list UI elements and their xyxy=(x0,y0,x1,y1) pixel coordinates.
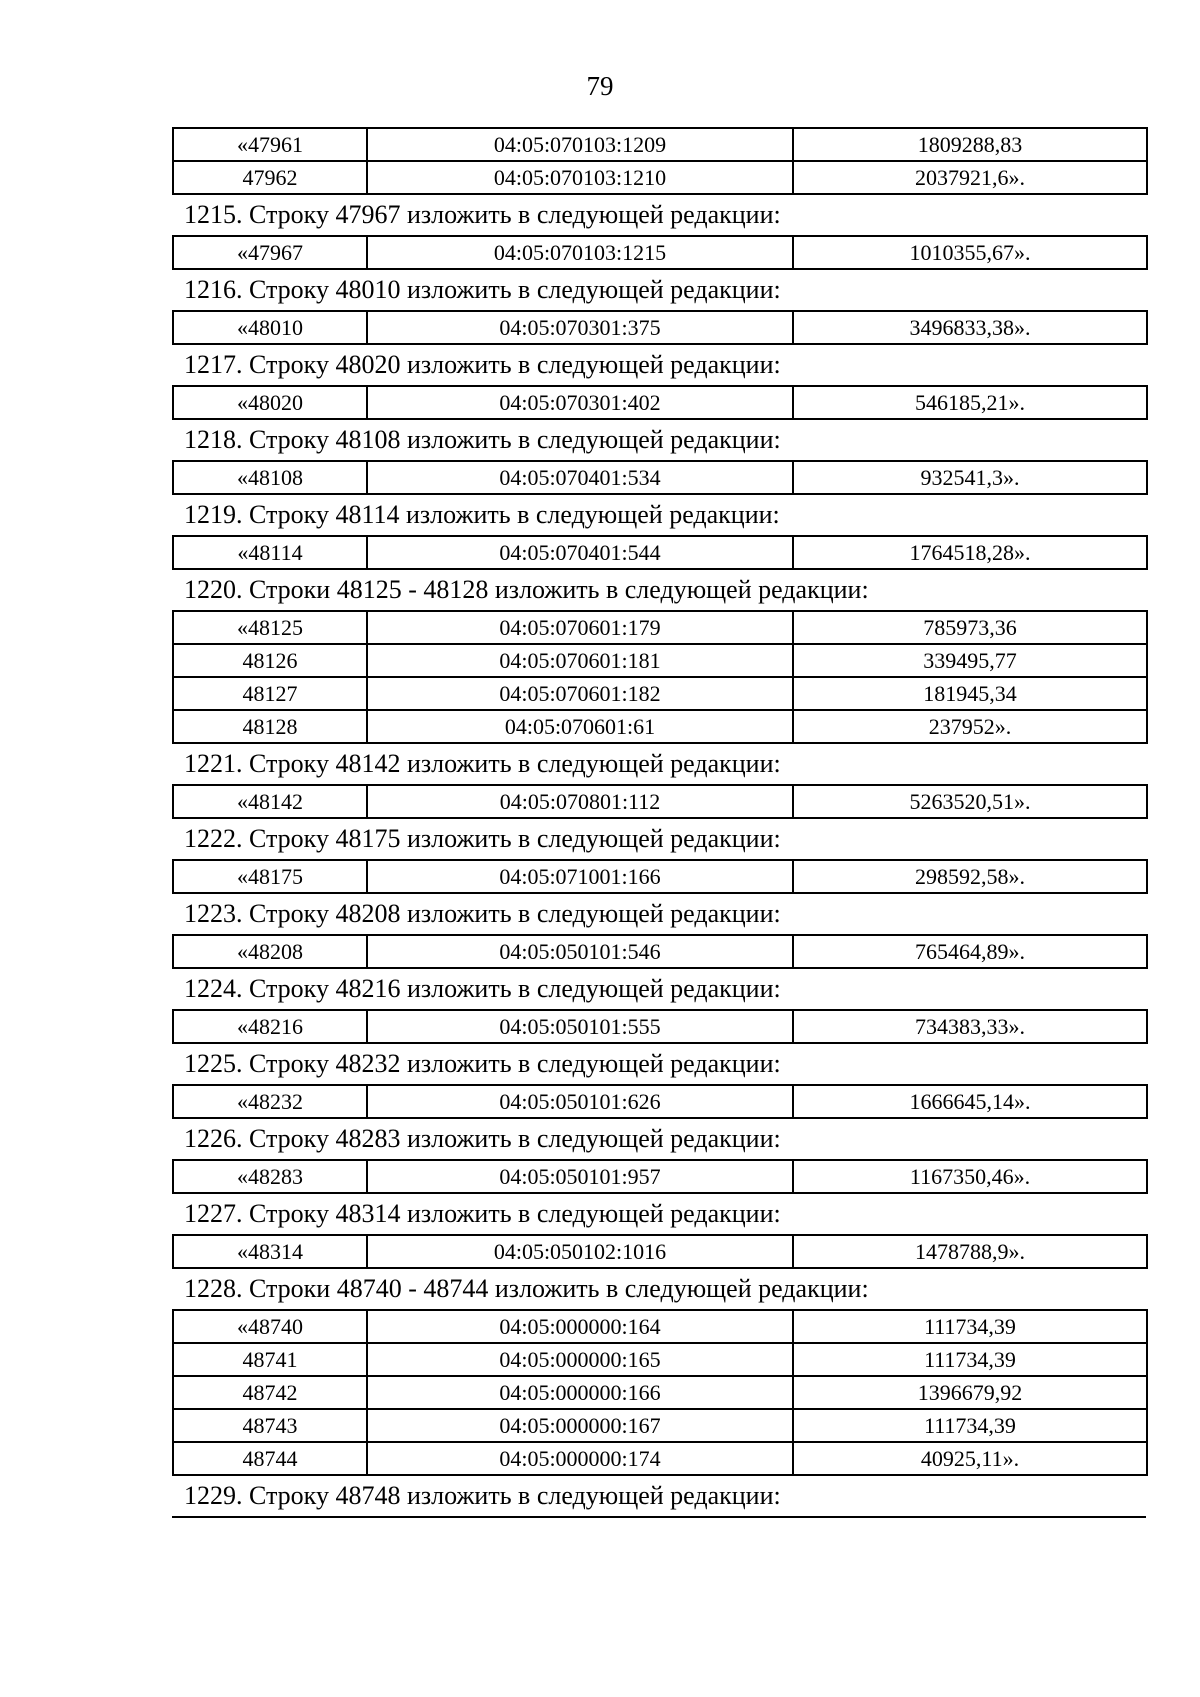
value-cell: 298592,58». xyxy=(793,860,1147,893)
amendment-table xyxy=(172,235,1148,270)
amendment-table xyxy=(172,784,1148,819)
row-number-cell: «48010 xyxy=(173,311,367,344)
cadastral-number-cell: 04:05:000000:174 xyxy=(367,1442,793,1475)
table-row xyxy=(173,236,1147,269)
table-row xyxy=(173,1376,1147,1409)
value-cell: 1478788,9». xyxy=(793,1235,1147,1268)
amendment-table xyxy=(172,310,1148,345)
section-heading: 1224. Строку 48216 изложить в следующей редакции: xyxy=(184,974,781,1003)
row-number-cell: «48740 xyxy=(173,1310,367,1343)
row-number-cell: «48232 xyxy=(173,1085,367,1118)
value-cell: 1167350,46». xyxy=(793,1160,1147,1193)
value-cell: 765464,89». xyxy=(793,935,1147,968)
table-row xyxy=(173,644,1147,677)
row-number-cell: 48741 xyxy=(173,1343,367,1376)
section-heading: 1219. Строку 48114 изложить в следующей редакции: xyxy=(184,500,780,529)
row-number-cell: 48743 xyxy=(173,1409,367,1442)
cadastral-number-cell: 04:05:070301:402 xyxy=(367,386,793,419)
cadastral-number-cell: 04:05:071001:166 xyxy=(367,860,793,893)
cadastral-number-cell: 04:05:000000:166 xyxy=(367,1376,793,1409)
section-heading: 1228. Строки 48740 - 48744 изложить в следующей редакции: xyxy=(184,1274,869,1303)
table-row xyxy=(173,311,1147,344)
row-number-cell: «48175 xyxy=(173,860,367,893)
amendment-table xyxy=(172,127,1148,195)
section-heading: 1227. Строку 48314 изложить в следующей редакции: xyxy=(184,1199,781,1228)
table-row xyxy=(173,1343,1147,1376)
row-number-cell: «48142 xyxy=(173,785,367,818)
cadastral-number-cell: 04:05:070601:61 xyxy=(367,710,793,743)
cadastral-number-cell: 04:05:070601:181 xyxy=(367,644,793,677)
row-number-cell: 47962 xyxy=(173,161,367,194)
table-row xyxy=(173,1235,1147,1268)
cadastral-number-cell: 04:05:050101:546 xyxy=(367,935,793,968)
row-number-cell: «48108 xyxy=(173,461,367,494)
value-cell: 932541,3». xyxy=(793,461,1147,494)
amendment-table xyxy=(172,610,1148,744)
cadastral-number-cell: 04:05:050101:957 xyxy=(367,1160,793,1193)
section-heading: 1222. Строку 48175 изложить в следующей редакции: xyxy=(184,824,781,853)
table-row xyxy=(173,677,1147,710)
table-row xyxy=(173,128,1147,161)
row-number-cell: «47961 xyxy=(173,128,367,161)
cadastral-number-cell: 04:05:070801:112 xyxy=(367,785,793,818)
row-number-cell: 48744 xyxy=(173,1442,367,1475)
table-row xyxy=(173,1085,1147,1118)
value-cell: 1764518,28». xyxy=(793,536,1147,569)
section-heading: 1221. Строку 48142 изложить в следующей редакции: xyxy=(184,749,781,778)
value-cell: 1809288,83 xyxy=(793,128,1147,161)
section-heading: 1229. Строку 48748 изложить в следующей редакции: xyxy=(172,1476,1146,1518)
cadastral-number-cell: 04:05:070301:375 xyxy=(367,311,793,344)
table-row xyxy=(173,710,1147,743)
value-cell: 111734,39 xyxy=(793,1343,1147,1376)
row-number-cell: 48128 xyxy=(173,710,367,743)
amendment-table xyxy=(172,1309,1148,1476)
section-heading: 1218. Строку 48108 изложить в следующей редакции: xyxy=(184,425,781,454)
value-cell: 1396679,92 xyxy=(793,1376,1147,1409)
row-number-cell: «48020 xyxy=(173,386,367,419)
cadastral-number-cell: 04:05:050102:1016 xyxy=(367,1235,793,1268)
row-number-cell: 48127 xyxy=(173,677,367,710)
section-heading: 1217. Строку 48020 изложить в следующей редакции: xyxy=(184,350,781,379)
value-cell: 3496833,38». xyxy=(793,311,1147,344)
table-row xyxy=(173,935,1147,968)
cadastral-number-cell: 04:05:050101:626 xyxy=(367,1085,793,1118)
amendment-table xyxy=(172,535,1148,570)
section-heading: 1216. Строку 48010 изложить в следующей редакции: xyxy=(184,275,781,304)
table-row xyxy=(173,1010,1147,1043)
page-number: 79 xyxy=(586,71,614,101)
amendment-table xyxy=(172,1009,1148,1044)
amendment-table xyxy=(172,1159,1148,1194)
table-row xyxy=(173,386,1147,419)
cadastral-number-cell: 04:05:000000:167 xyxy=(367,1409,793,1442)
section-heading: 1215. Строку 47967 изложить в следующей редакции: xyxy=(184,200,781,229)
row-number-cell: «47967 xyxy=(173,236,367,269)
table-row xyxy=(173,161,1147,194)
row-number-cell: «48125 xyxy=(173,611,367,644)
amendment-table xyxy=(172,859,1148,894)
table-row xyxy=(173,461,1147,494)
row-number-cell: «48314 xyxy=(173,1235,367,1268)
section-heading: 1220. Строки 48125 - 48128 изложить в следующей редакции: xyxy=(184,575,869,604)
amendment-table xyxy=(172,1084,1148,1119)
table-row xyxy=(173,536,1147,569)
row-number-cell: 48126 xyxy=(173,644,367,677)
cadastral-number-cell: 04:05:070601:179 xyxy=(367,611,793,644)
value-cell: 111734,39 xyxy=(793,1310,1147,1343)
amendment-table xyxy=(172,934,1148,969)
value-cell: 40925,11». xyxy=(793,1442,1147,1475)
section-heading: 1226. Строку 48283 изложить в следующей редакции: xyxy=(184,1124,781,1153)
row-number-cell: «48208 xyxy=(173,935,367,968)
value-cell: 339495,77 xyxy=(793,644,1147,677)
value-cell: 237952». xyxy=(793,710,1147,743)
row-number-cell: «48216 xyxy=(173,1010,367,1043)
value-cell: 2037921,6». xyxy=(793,161,1147,194)
table-row xyxy=(173,1442,1147,1475)
value-cell: 181945,34 xyxy=(793,677,1147,710)
value-cell: 734383,33». xyxy=(793,1010,1147,1043)
section-heading: 1225. Строку 48232 изложить в следующей редакции: xyxy=(184,1049,781,1078)
row-number-cell: 48742 xyxy=(173,1376,367,1409)
table-row xyxy=(173,1310,1147,1343)
row-number-cell: «48114 xyxy=(173,536,367,569)
cadastral-number-cell: 04:05:070401:534 xyxy=(367,461,793,494)
value-cell: 1666645,14». xyxy=(793,1085,1147,1118)
cadastral-number-cell: 04:05:070103:1210 xyxy=(367,161,793,194)
document-body xyxy=(172,127,1146,1518)
value-cell: 785973,36 xyxy=(793,611,1147,644)
section-heading: 1223. Строку 48208 изложить в следующей редакции: xyxy=(184,899,781,928)
value-cell: 111734,39 xyxy=(793,1409,1147,1442)
cadastral-number-cell: 04:05:070401:544 xyxy=(367,536,793,569)
amendment-table xyxy=(172,385,1148,420)
table-row xyxy=(173,611,1147,644)
amendment-table xyxy=(172,1234,1148,1269)
value-cell: 1010355,67». xyxy=(793,236,1147,269)
value-cell: 546185,21». xyxy=(793,386,1147,419)
cadastral-number-cell: 04:05:050101:555 xyxy=(367,1010,793,1043)
table-row xyxy=(173,860,1147,893)
amendment-table xyxy=(172,460,1148,495)
row-number-cell: «48283 xyxy=(173,1160,367,1193)
table-row xyxy=(173,1160,1147,1193)
cadastral-number-cell: 04:05:070103:1215 xyxy=(367,236,793,269)
table-row xyxy=(173,1409,1147,1442)
cadastral-number-cell: 04:05:000000:164 xyxy=(367,1310,793,1343)
cadastral-number-cell: 04:05:000000:165 xyxy=(367,1343,793,1376)
cadastral-number-cell: 04:05:070601:182 xyxy=(367,677,793,710)
table-row xyxy=(173,785,1147,818)
cadastral-number-cell: 04:05:070103:1209 xyxy=(367,128,793,161)
value-cell: 5263520,51». xyxy=(793,785,1147,818)
